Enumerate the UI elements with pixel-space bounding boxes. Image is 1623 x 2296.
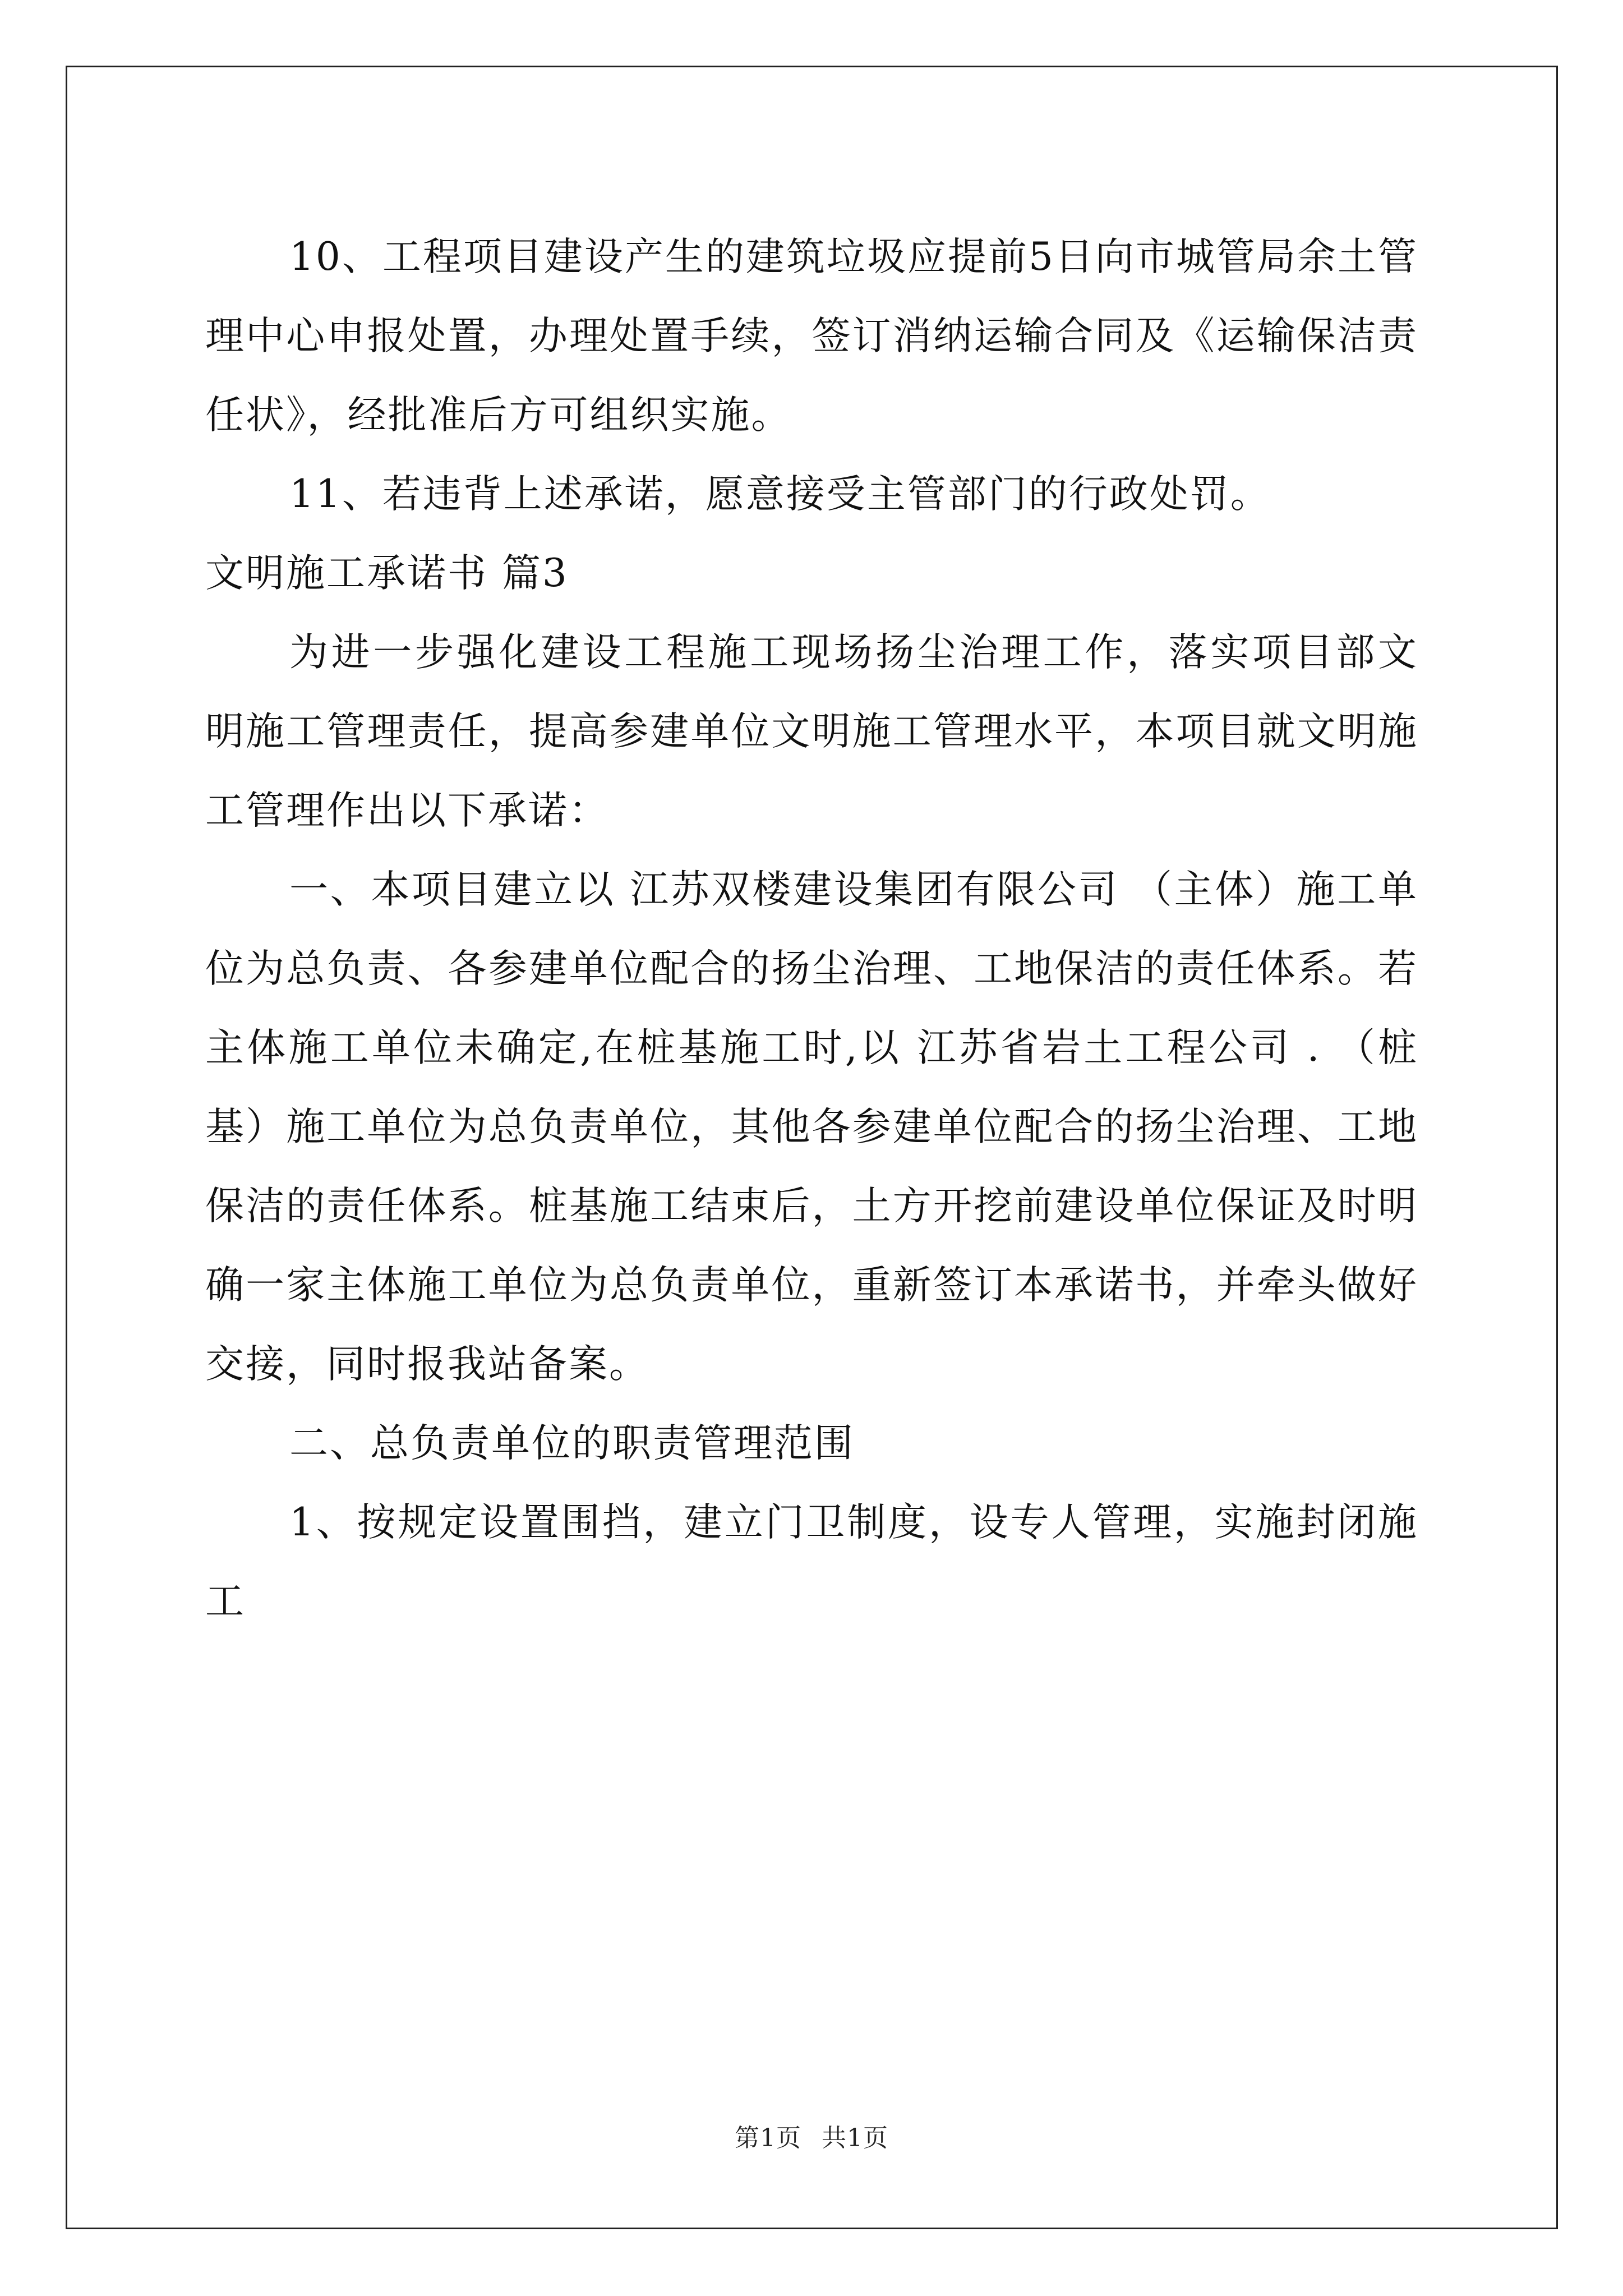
page-total: 共1页	[822, 2124, 888, 2152]
paragraph-item-1: 1、按规定设置围挡，建立门卫制度，设专人管理，实施封闭施工	[205, 1500, 1418, 1624]
paragraph-commitment-1: 一、本项目建立以 江苏双楼建设集团有限公司 （主体）施工单位为总负责、各参建单位配合的扬尘治理、工地保洁的责任体系。若主体施工单位未确定,在桩基施工时,以 江苏省岩土工程公司 . （桩基）施工单位为总负责单位，其他各参建单位配合的扬尘治理、工地保洁的责任体系。桩基施工结束后，土方开挖前建设单位保证及时明确一家主体施工单位为总负责单位，重新签订本承诺书，并牵头做好交接，同时报我站备案。	[205, 867, 1418, 1387]
section-heading: 文明施工承诺书 篇3	[205, 551, 569, 596]
paragraph-item-10: 10、工程项目建设产生的建筑垃圾应提前5日向市城管局余土管理中心申报处置，办理处置手续，签订消纳运输合同及《运输保洁责任状》，经批准后方可组织实施。	[205, 234, 1418, 438]
paragraph-intro: 为进一步强化建设工程施工现场扬尘治理工作，落实项目部文明施工管理责任，提高参建单位文明施工管理水平，本项目就文明施工管理作出以下承诺：	[205, 630, 1418, 833]
page-footer	[0, 2122, 1623, 2155]
page-number: 第1页	[735, 2124, 801, 2152]
paragraph-item-11: 11、若违背上述承诺，愿意接受主管部门的行政处罚。	[289, 472, 1271, 517]
paragraph-commitment-2-heading: 二、总负责单位的职责管理范围	[289, 1421, 855, 1466]
document-body	[205, 218, 1418, 1641]
